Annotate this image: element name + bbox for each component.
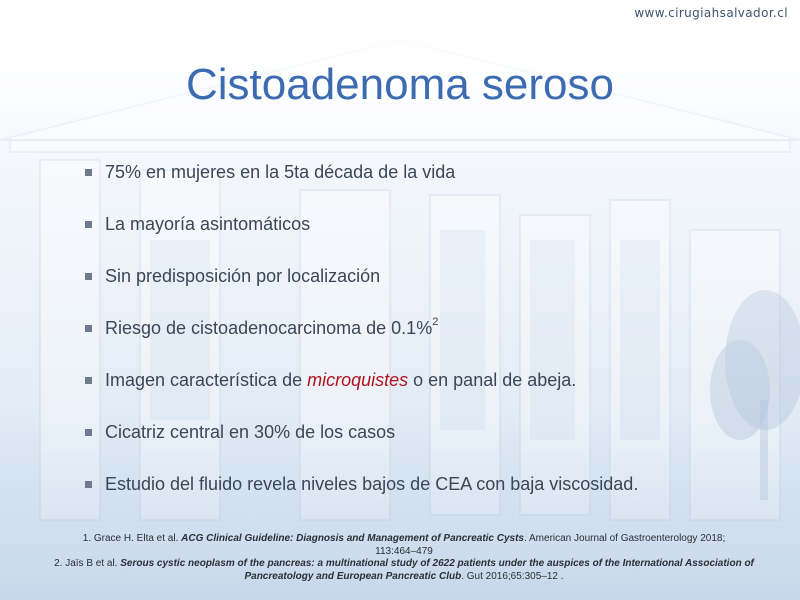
bullet-text: Sin predisposición por localización <box>105 266 381 286</box>
highlighted-term: microquistes <box>307 370 409 390</box>
square-bullet-icon <box>85 221 92 228</box>
bullet-text-pre: Imagen característica de <box>105 370 308 390</box>
reference-2-source: . Gut 2016;65:305–12 . <box>461 570 564 582</box>
bullet-item <box>82 306 772 358</box>
square-bullet-icon <box>85 481 92 488</box>
bullet-item <box>82 202 772 254</box>
bullet-item <box>82 462 772 514</box>
bullet-item <box>82 254 772 306</box>
bullet-text: Riesgo de cistoadenocarcinoma de 0.1% <box>105 318 433 338</box>
reference-1-title: ACG Clinical Guideline: Diagnosis and Management of Pancreatic Cysts <box>181 533 524 544</box>
square-bullet-icon <box>85 273 92 280</box>
square-bullet-icon <box>85 377 92 384</box>
bullet-text: La mayoría asintomáticos <box>105 214 311 234</box>
square-bullet-icon <box>85 429 92 436</box>
reference-2-title: Serous cystic neoplasm of the pancreas: a multinational study of 2622 patients under the auspices of the International Association of Pancreatology and European Pancreatic Club <box>120 558 754 582</box>
reference-superscript: 2 <box>432 316 439 328</box>
bullet-text-post: o en panal de abeja. <box>408 370 577 390</box>
bullet-text: Estudio del fluido revela niveles bajos de CEA con baja viscosidad. <box>105 474 639 494</box>
reference-1-source: . American Journal of Gastroenterology 2018; <box>524 533 726 544</box>
reference-2-authors: 2. Jaïs B et al. <box>54 558 121 569</box>
reference-1-authors: 1. Grace H. Elta et al. <box>82 533 182 544</box>
slide-title: Cistoadenoma seroso <box>185 60 614 109</box>
site-url: www.cirugiahsalvador.cl <box>634 6 788 20</box>
square-bullet-icon <box>85 169 92 176</box>
reference-1-pages: 113:464–479 <box>375 545 433 557</box>
bullet-item <box>82 410 772 462</box>
bullet-text: Cicatriz central en 30% de los casos <box>105 422 396 442</box>
bullet-text: 75% en mujeres en la 5ta década de la vida <box>105 162 456 182</box>
bullet-item <box>82 150 772 202</box>
square-bullet-icon <box>85 325 92 332</box>
bullet-item <box>82 358 772 410</box>
references <box>44 533 764 583</box>
bullet-list <box>82 150 772 514</box>
